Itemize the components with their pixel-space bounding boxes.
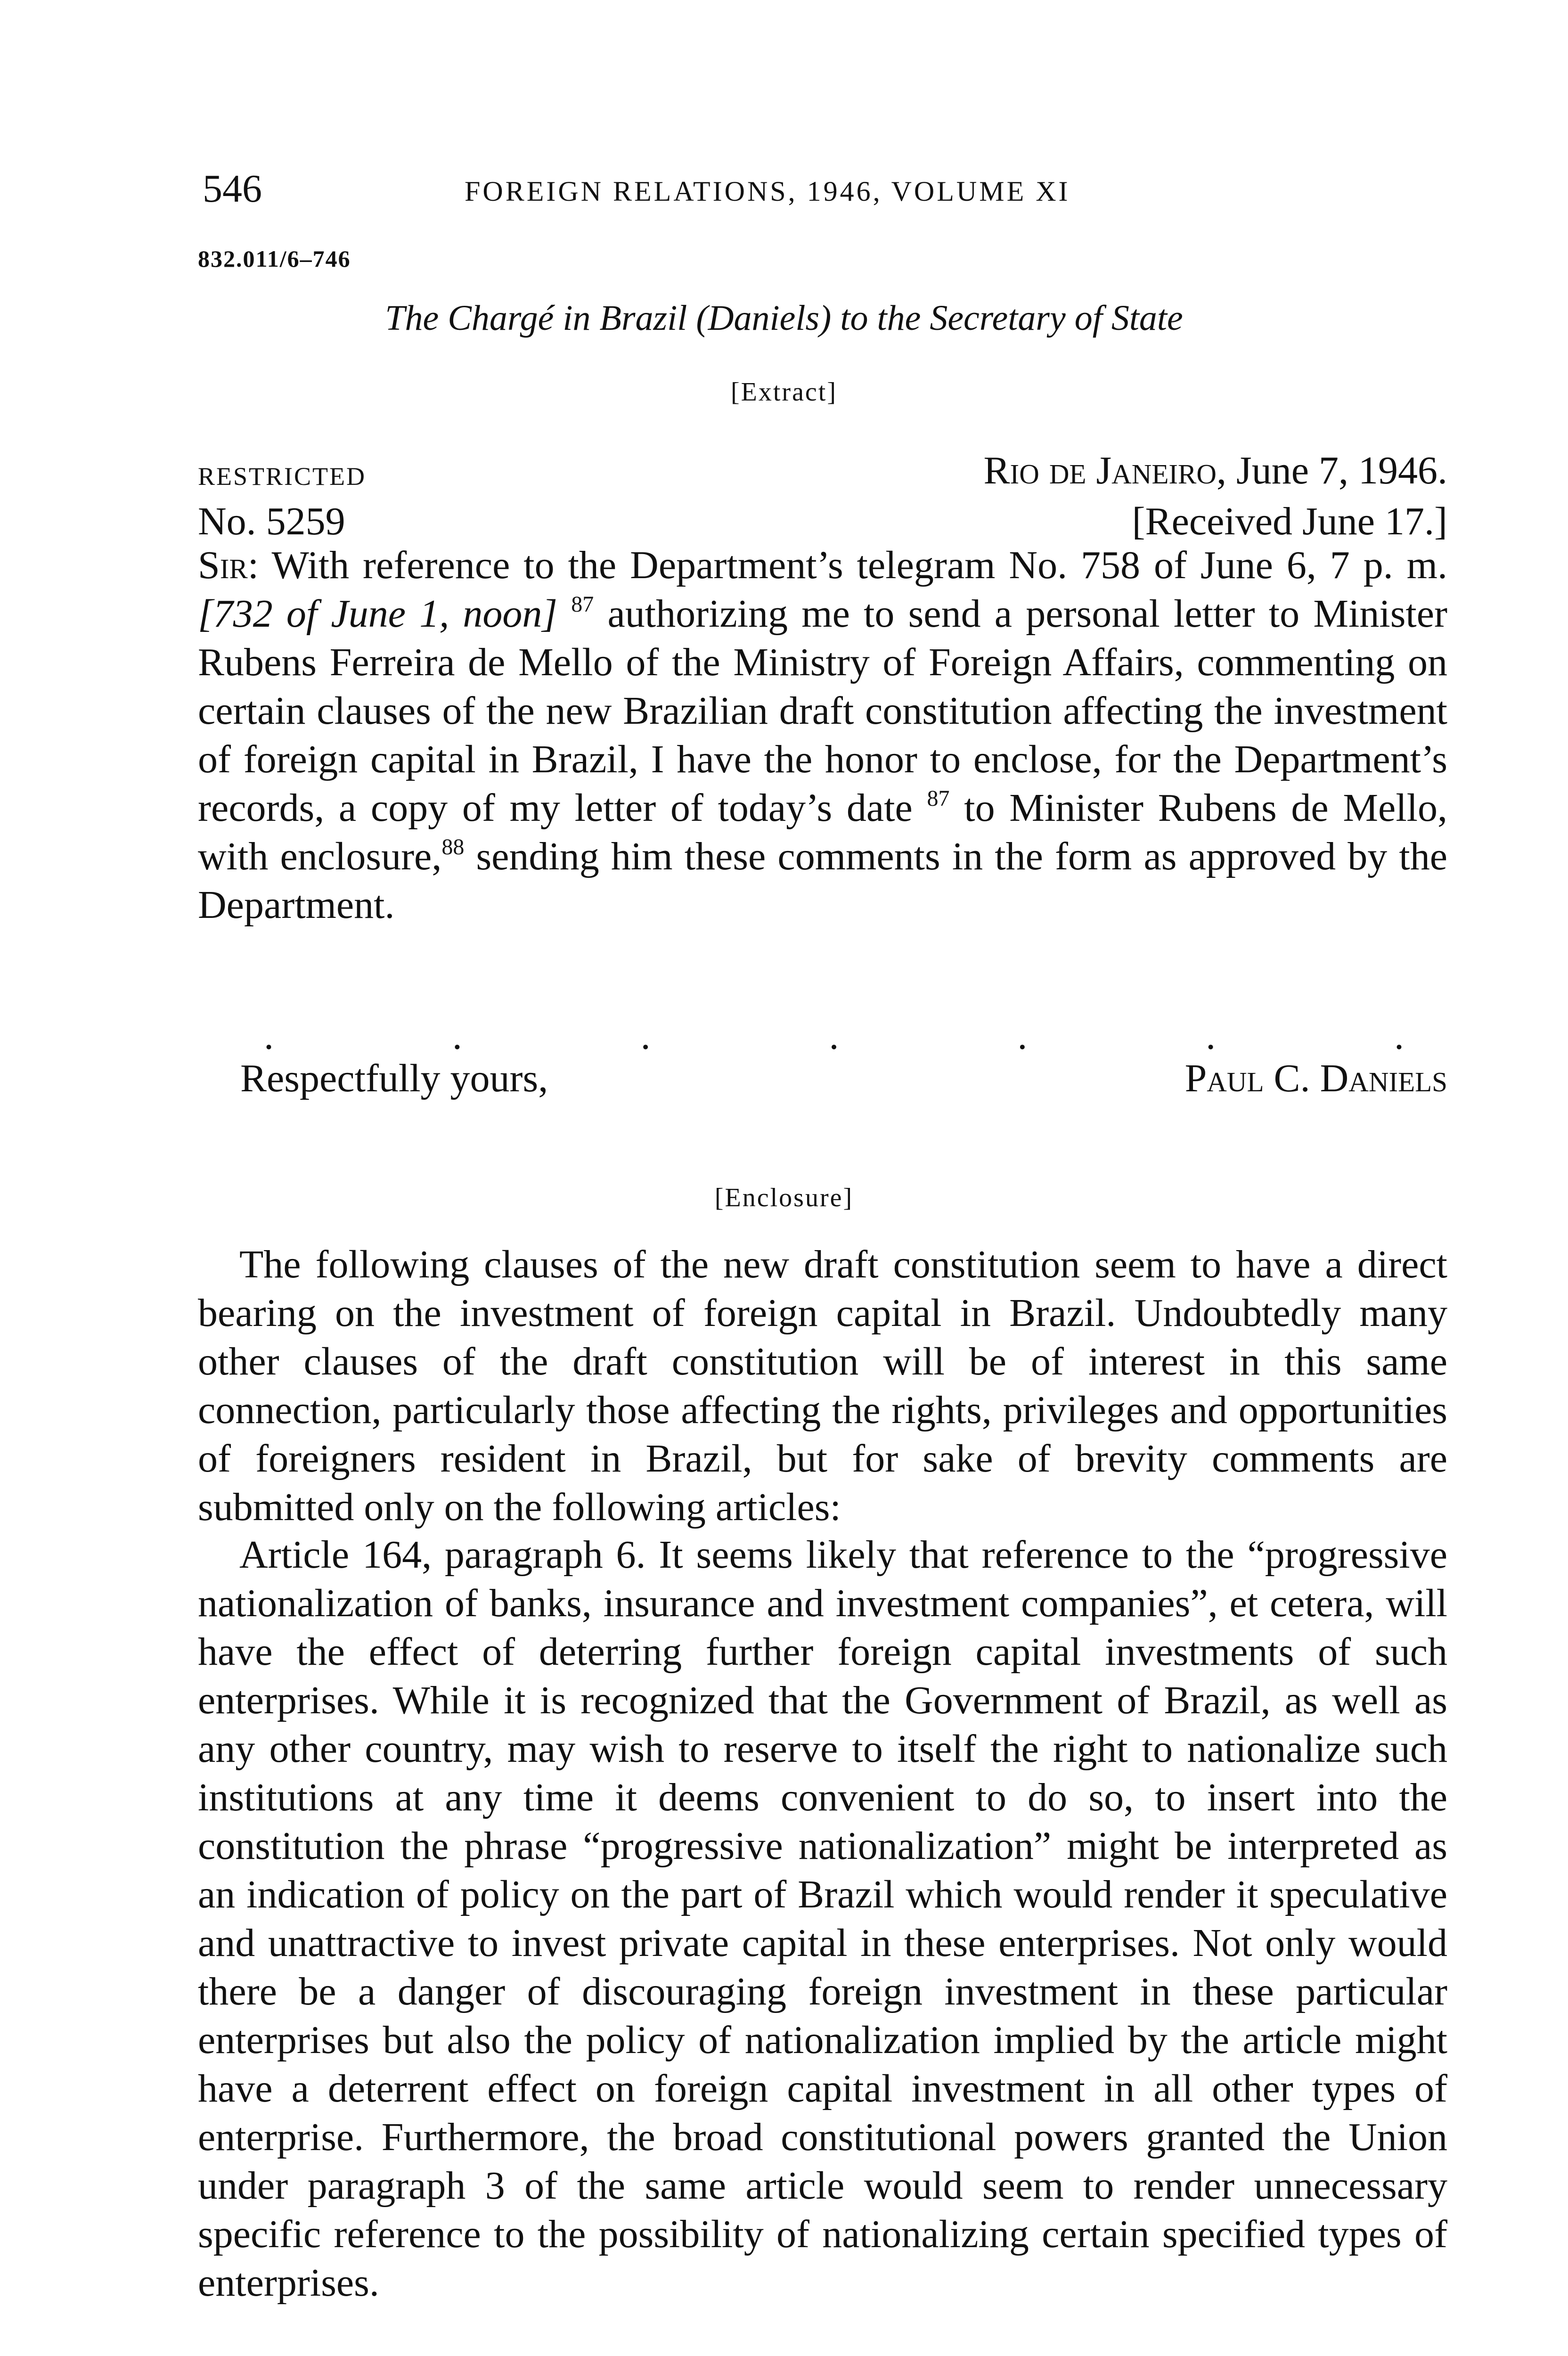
enclosure-paragraph: Article 164, paragraph 6. It seems likely that reference to the “progressive nationalization of banks, insurance and investment companies”, et cetera, will have the effect of deterring further foreign capital investments of such enterprises. While it is recognized that the Government of Brazil, as well as any other country, may wish to reserve to itself the right to nationalize such institutions at any time it deems convenient to do so, to insert into the constitution the phrase “progressive nationalization” might be interpreted as an indication of policy on the part of Brazil which would render it speculative and unattractive to invest private capital in these enterprises. Not only would there be a danger of discouraging foreign investment in these particular enterprises but also the policy of nationalization implied by the article might have a deterrent effect on foreign capital investment in all other types of enterprise. Furthermore, the broad constitutional powers granted the Union under paragraph 3 of the same article would seem to render unnecessary specific reference to the possibility of nationalizing certain specified types of enterprises. <box>198 1533 1447 2305</box>
enclosure-paragraph: The following clauses of the new draft constitution seem to have a direct bearing on the investment of foreign capital in Brazil. Undoubtedly many other clauses of the draft constitution will be of interest in this same connection, particularly those affecting the rights, privileges and opportunities of foreigners resident in Brazil, but for sake of brevity comments are submitted only on the following articles: <box>198 1243 1447 1529</box>
footnote-ref: 87 <box>927 786 950 811</box>
file-code: 832.011/6–746 <box>198 245 351 272</box>
enclosure-label: [Enclosure] <box>714 1183 854 1212</box>
footnote-ref: 88 <box>441 834 465 859</box>
ellipsis-dot: . <box>452 1014 462 1058</box>
signature: Paul C. Daniels <box>1184 1056 1447 1100</box>
extract-label: [Extract] <box>731 377 837 407</box>
document-title: The Chargé in Brazil (Daniels) to the Secretary of State <box>385 298 1183 338</box>
telegram-reference: [732 of June 1, noon] <box>198 592 558 636</box>
place: Rio de Janeiro <box>983 449 1217 492</box>
classification-label: RESTRICTED <box>198 462 367 491</box>
running-title: FOREIGN RELATIONS, 1946, VOLUME XI <box>465 176 1070 207</box>
ellipsis-dot: . <box>1206 1014 1216 1058</box>
salutation: Sir <box>198 543 248 587</box>
ellipsis-dot: . <box>264 1014 274 1058</box>
ellipsis-row <box>264 1013 1404 1059</box>
letter-body: Sir: With reference to the Department’s telegram No. 758 of June 6, 7 p. m. [732 of June 1, noon] $^{87}$ authorizing me to send a personal letter to Minister Rubens Ferreira de Mello of the Ministry of Foreign Affairs, commenting on certain clauses of the new Brazilian draft constitution affecting the investment of foreign capital in Brazil, I have the honor to enclose, for the Department’s records, a copy of my letter of today’s date $^{87}$ to Minister Rubens de Mello, with enclosure,$^{88}$ sending him these comments in the form as approved by the Department. <box>198 543 1448 927</box>
ellipsis-dot: . <box>1017 1014 1028 1058</box>
date: , June 7, 1946. <box>1217 449 1447 492</box>
ellipsis-dot: . <box>640 1014 651 1058</box>
ellipsis-dot: . <box>829 1014 839 1058</box>
document-number: No. 5259 <box>198 499 345 543</box>
closing: Respectfully yours, <box>240 1056 548 1100</box>
received-date: [Received June 17.] <box>1132 499 1447 543</box>
footnote-ref: 87 <box>571 592 594 617</box>
place-date <box>984 448 1447 493</box>
page-number: 546 <box>203 167 262 211</box>
ellipsis-dot: . <box>1394 1014 1404 1058</box>
